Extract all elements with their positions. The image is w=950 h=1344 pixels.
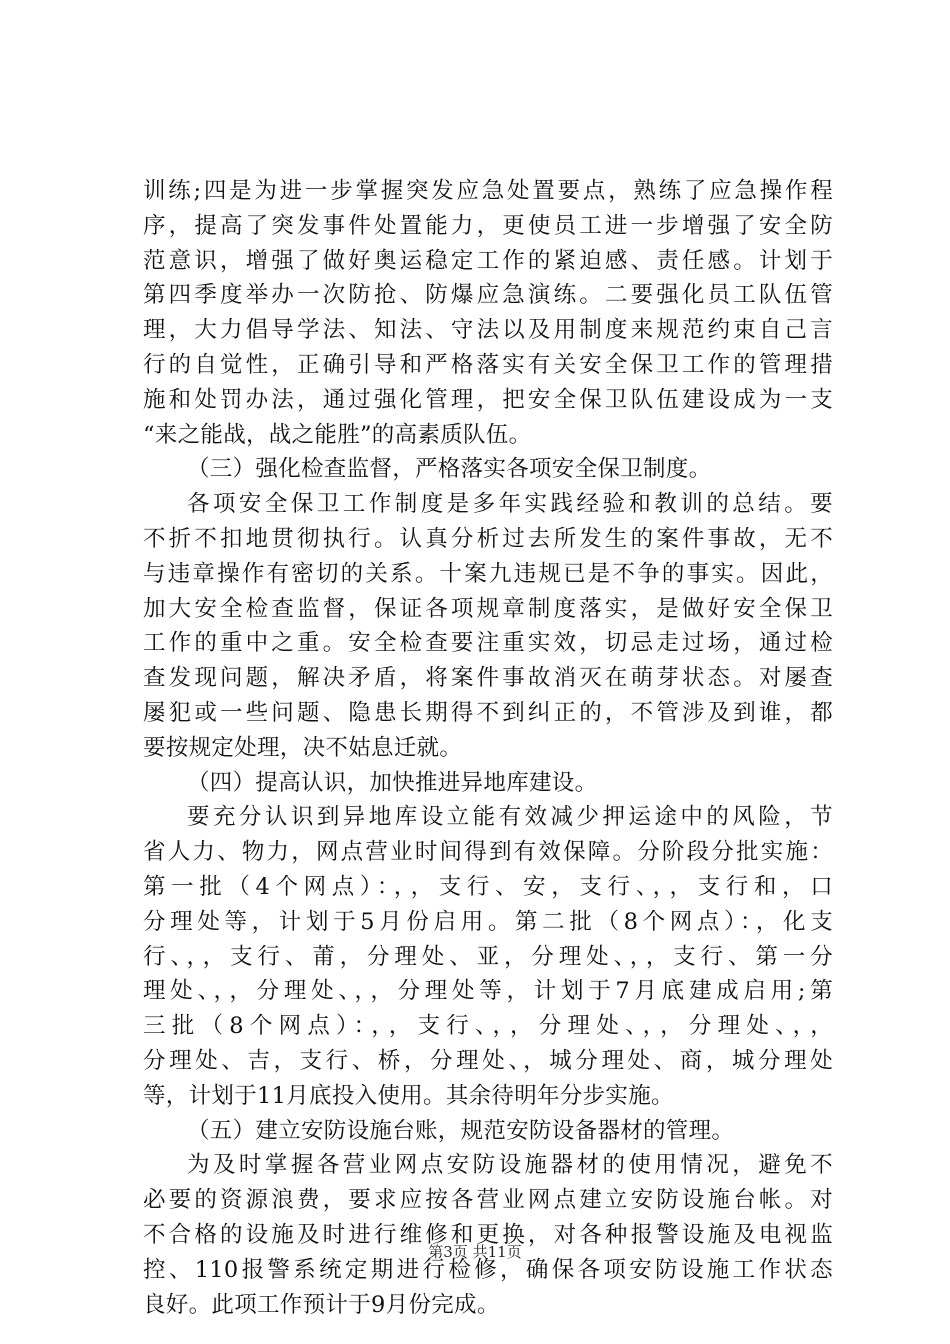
- text-line: 省人力、物力，网点营业时间得到有效保障。分阶段分批实施：: [143, 839, 833, 866]
- text-line: 行的自觉性，正确引导和严格落实有关安全保卫工作的管理措: [143, 351, 833, 378]
- page-footer: 第3页 共11页: [428, 1243, 522, 1261]
- text-line: 训练;四是为进一步掌握突发应急处置要点，熟练了应急操作程: [143, 178, 833, 204]
- text-line: 工作的重中之重。安全检查要注重实效，切忌走过场，通过检: [143, 630, 833, 657]
- text-line: 第一批（4个网点）：，，支行、安，支行、，，支行和，口: [143, 873, 833, 900]
- text-line: 理处、，，分理处、，，分理处等，计划于7月底建成启用;第: [143, 978, 833, 1005]
- section-heading: （三）强化检查监督，严格落实各项安全保卫制度。: [187, 456, 712, 483]
- text-line: 不合格的设施及时进行维修和更换，对各种报警设施及电视监: [143, 1221, 833, 1248]
- text-line: “来之能战，战之能胜”的高素质队伍。: [143, 421, 532, 448]
- text-line: 分理处、吉，支行、桥，分理处、，城分理处、商，城分理处: [143, 1047, 833, 1074]
- text-line: 各项安全保卫工作制度是多年实践经验和教训的总结。要: [187, 491, 833, 518]
- text-line: 等，计划于11月底投入使用。其余待明年分步实施。: [143, 1082, 674, 1109]
- text-line: 为及时掌握各营业网点安防设施器材的使用情况，避免不: [187, 1152, 833, 1179]
- text-line: 分理处等，计划于5月份启用。第二批（8个网点）：，化支: [143, 908, 833, 935]
- text-line: 要充分认识到异地库设立能有效减少押运途中的风险，节: [187, 804, 833, 831]
- text-line: 加大安全检查监督，保证各项规章制度落实，是做好安全保卫: [143, 595, 833, 622]
- text-line: 施和处罚办法，通过强化管理，把安全保卫队伍建设成为一支: [143, 386, 833, 413]
- text-line: 良好。此项工作预计于9月份完成。: [143, 1291, 500, 1318]
- text-line: 三批（8个网点）：，，支行、，，分理处、，，分理处、，，: [143, 1013, 833, 1040]
- text-line: 查发现问题，解决矛盾，将案件事故消灭在萌芽状态。对屡查: [143, 665, 833, 692]
- section-heading: （四）提高认识，加快推进异地库建设。: [187, 769, 598, 796]
- text-line: 行、，，支行、莆，分理处、亚，分理处、，，支行、第一分: [143, 943, 833, 970]
- text-line: 序，提高了突发事件处置能力，更使员工进一步增强了安全防: [143, 212, 833, 239]
- text-line: 不折不扣地贯彻执行。认真分析过去所发生的案件事故，无不: [143, 525, 833, 552]
- text-line: 与违章操作有密切的关系。十案九违规已是不争的事实。因此，: [143, 560, 833, 587]
- text-line: 第四季度举办一次防抢、防爆应急演练。二要强化员工队伍管: [143, 282, 833, 309]
- document-body: [143, 174, 833, 1322]
- text-line: 控、110报警系统定期进行检修，确保各项安防设施工作状态: [143, 1256, 833, 1283]
- text-line: 范意识，增强了做好奥运稳定工作的紧迫感、责任感。计划于: [143, 247, 833, 274]
- section-heading: （五）建立安防设施台账，规范安防设备器材的管理。: [187, 1117, 735, 1144]
- text-line: 屡犯或一些问题、隐患长期得不到纠正的，不管涉及到谁，都: [143, 699, 833, 726]
- text-line: 要按规定处理，决不姑息迁就。: [143, 734, 463, 761]
- text-line: 理，大力倡导学法、知法、守法以及用制度来规范约束自己言: [143, 317, 833, 344]
- text-line: 必要的资源浪费，要求应按各营业网点建立安防设施台帐。对: [143, 1187, 833, 1214]
